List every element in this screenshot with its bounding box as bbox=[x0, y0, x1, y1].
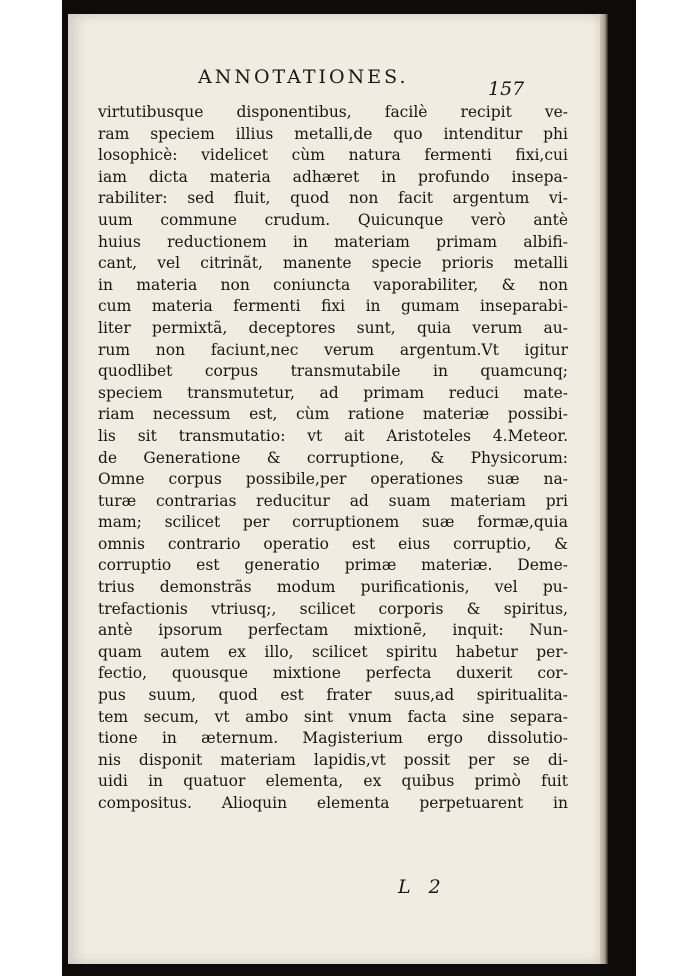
text-line: nis disponit materiam lapidis,vt possit per se di- bbox=[98, 750, 568, 769]
book-page bbox=[68, 14, 600, 964]
text-line: virtutibusque disponentibus, facilè recipit ve- bbox=[98, 103, 568, 121]
text-line: cum materia fermenti fixi in gumam inseparabi- bbox=[98, 297, 568, 316]
text-line: quam autem ex illo, scilicet spiritu habetur per- bbox=[98, 642, 568, 661]
text-line: iam dicta materia adhæret in profundo insepa- bbox=[98, 167, 568, 186]
text-line: quodlibet corpus transmutabile in quamcunq; bbox=[98, 362, 568, 381]
page-number: 157 bbox=[488, 78, 525, 100]
text-line: tione in æternum. Magisterium ergo dissolutio- bbox=[98, 729, 568, 748]
text-line: mam; scilicet per corruptionem suæ formæ,quia bbox=[98, 513, 568, 532]
text-line: corruptio est generatio primæ materiæ. Deme- bbox=[98, 556, 568, 575]
text-line: ram speciem illius metalli,de quo intenditur phi bbox=[98, 124, 568, 143]
text-line: trius demonstrãs modum purificationis, vel pu- bbox=[98, 578, 568, 597]
text-line: Omne corpus possibile,per operationes suæ na- bbox=[98, 470, 568, 489]
text-line: de Generatione & corruptione, & Physicorum: bbox=[98, 448, 568, 467]
text-line: fectio, quousque mixtione perfecta duxerit cor- bbox=[98, 664, 568, 683]
text-line: liter permixtã, deceptores sunt, quia verum au- bbox=[98, 318, 568, 337]
text-line: cant, vel citrinãt, manente specie prioris metalli bbox=[98, 254, 568, 273]
text-line: compositus. Alioquin elementa perpetuarent in bbox=[98, 794, 568, 812]
running-title: ANNOTATIONES. bbox=[198, 66, 409, 88]
text-line: uidi in quatuor elementa, ex quibus primò fuit bbox=[98, 772, 568, 791]
text-line: in materia non coniuncta vaporabiliter, & non bbox=[98, 275, 568, 294]
page-fore-edge bbox=[600, 14, 608, 964]
text-line: speciem transmutetur, ad primam reduci mate- bbox=[98, 383, 568, 402]
text-line: turæ contrarias reducitur ad suam materiam pri bbox=[98, 491, 568, 510]
text-line: rum non faciunt,nec verum argentum.Vt igitur bbox=[98, 340, 568, 359]
text-line: antè ipsorum perfectam mixtionẽ, inquit: Nun- bbox=[98, 621, 568, 640]
text-line: rabiliter: sed fluit, quod non facit argentum vi- bbox=[98, 189, 568, 208]
running-head bbox=[68, 58, 600, 98]
text-line: losophicè: videlicet cùm natura fermenti fixi,cui bbox=[98, 146, 568, 165]
text-line: omnis contrario operatio est eius corruptio, & bbox=[98, 534, 568, 553]
text-line: huius reductionem in materiam primam albifi- bbox=[98, 232, 568, 251]
signature-mark: L 2 bbox=[398, 876, 447, 898]
text-line: riam necessum est, cùm ratione materiæ possibi- bbox=[98, 405, 568, 424]
body-text bbox=[98, 102, 568, 815]
text-line: uum commune crudum. Quicunque verò antè bbox=[98, 210, 568, 229]
text-line: trefactionis vtriusq;, scilicet corporis & spiritus, bbox=[98, 599, 568, 618]
text-line: lis sit transmutatio: vt ait Aristoteles 4.Meteor. bbox=[98, 426, 568, 445]
text-line: pus suum, quod est frater suus,ad spiritualita- bbox=[98, 686, 568, 705]
text-line: tem secum, vt ambo sint vnum facta sine separa- bbox=[98, 707, 568, 726]
